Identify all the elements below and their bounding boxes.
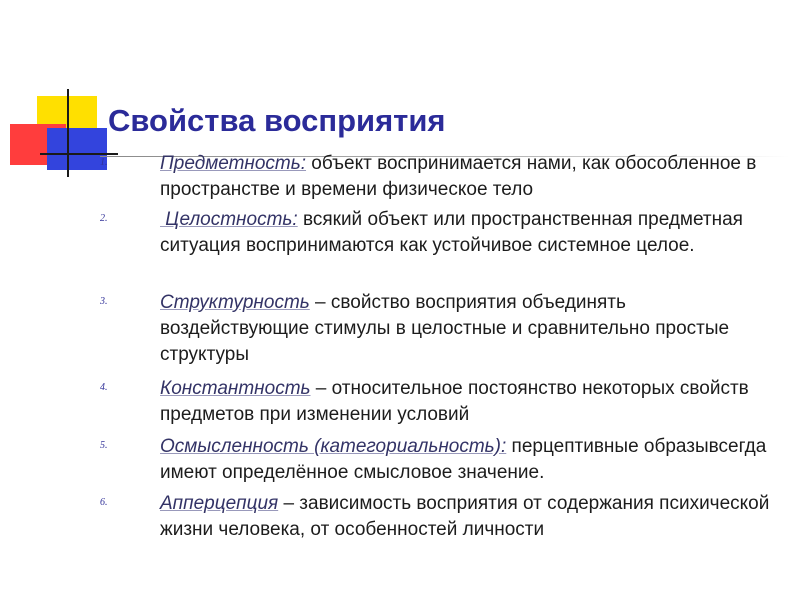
decor-horizontal-line	[40, 153, 118, 155]
list-item-term: Предметность:	[160, 153, 307, 174]
list-item-description: всякий объект или пространственная предметная ситуация воспринимаются как устойчивое системное целое.	[160, 209, 743, 256]
list-item-number: 4.	[100, 382, 108, 393]
list-item-text	[160, 376, 780, 428]
list-item-number: 6.	[100, 497, 108, 508]
list-item-description: – зависимость восприятия от содержания психической жизни человека, от особенностей личности	[160, 493, 770, 540]
list-item-description: объект воспринимается нами, как обособленное в пространстве и времени физическое тело	[160, 153, 757, 200]
list-item-text	[160, 290, 780, 368]
slide-title: Свойства восприятия	[108, 103, 446, 138]
list-item-number: 2.	[100, 213, 108, 224]
list-item-term: Апперцепция	[160, 493, 279, 514]
list-item-text	[160, 207, 780, 259]
list-item-description: перцептивные образывсегда имеют определённое смысловое значение.	[160, 436, 767, 483]
list-item-text	[160, 151, 780, 203]
list-item-number: 5.	[100, 440, 108, 451]
list-item-term: Целостность:	[160, 209, 298, 230]
list-item-number: 3.	[100, 296, 108, 307]
list-item-term: Осмысленность (категориальность):	[160, 436, 507, 457]
list-item-text	[160, 491, 780, 543]
decor-vertical-line	[67, 89, 69, 177]
list-item-number: 1.	[100, 157, 108, 168]
list-item-text	[160, 434, 780, 486]
list-item-term: Константность	[160, 378, 311, 399]
list-item-term: Структурность	[160, 292, 310, 313]
list-item-description: – относительное постоянство некоторых свойств предметов при изменении условий	[160, 378, 749, 425]
decor-blue-square	[47, 128, 107, 170]
list-item-description: – свойство восприятия объединять воздействующие стимулы в целостные и сравнительно простые структуры	[160, 292, 730, 365]
